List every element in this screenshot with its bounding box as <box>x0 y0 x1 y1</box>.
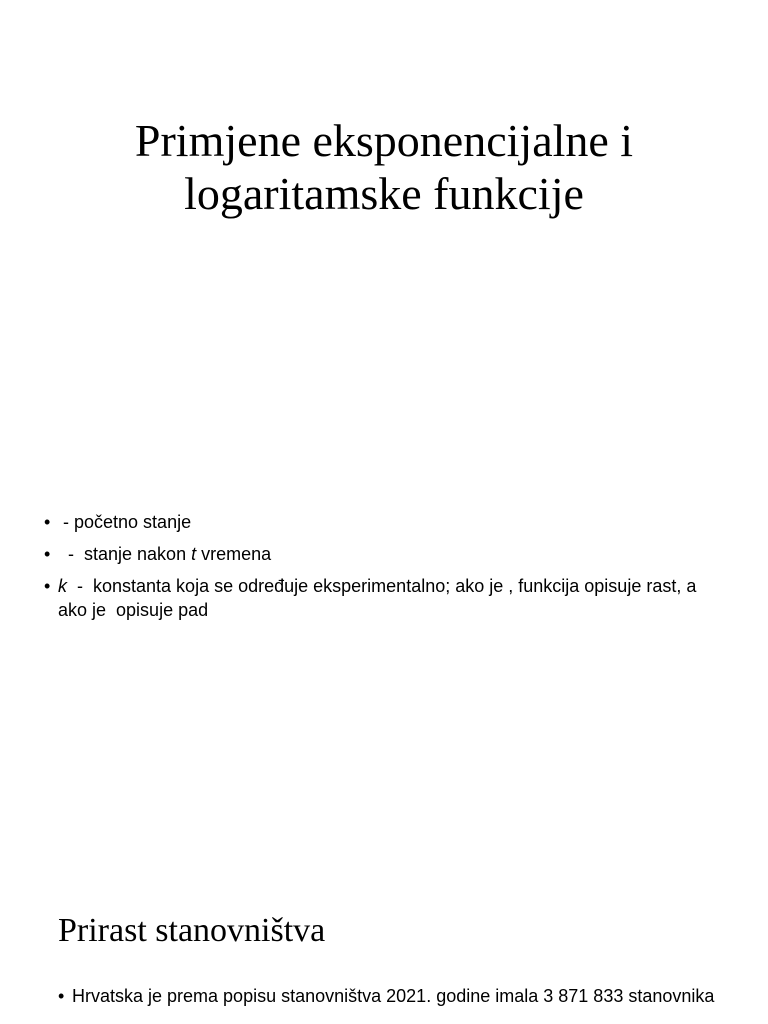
list-item-text-before: - stanje nakon <box>58 544 192 564</box>
list-item-initial-state <box>44 510 704 534</box>
list-item-text: - početno stanje <box>58 512 192 532</box>
slide-title-line-1: Primjene eksponencijalne i <box>134 115 634 166</box>
definitions-list <box>44 510 704 630</box>
variable-k: k <box>58 576 67 596</box>
list-item-text-after: - konstanta koja se određuje eksperimentalno; ako je , funkcija opisuje rast, a ako je opisuje pad <box>58 576 702 620</box>
bullet-icon: • <box>44 544 51 564</box>
list-item-text-after: vremena <box>196 544 272 564</box>
slide-title-line-2: logaritamske funkcije <box>184 168 584 219</box>
slide-title <box>0 114 768 220</box>
section-title: Prirast stanovništva <box>58 912 326 949</box>
list-item-text: Hrvatska je prema popisu stanovništva 2021. godine imala 3 871 833 stanovnika <box>72 986 715 1006</box>
bullet-icon: • <box>44 576 51 596</box>
list-item-constant-k <box>44 574 704 622</box>
list-item-population <box>58 984 718 1008</box>
bullet-icon: • <box>58 986 65 1006</box>
population-list <box>58 984 718 1008</box>
list-item-state-after-time <box>44 542 704 566</box>
variable-t: t <box>191 544 197 564</box>
bullet-icon: • <box>44 512 51 532</box>
